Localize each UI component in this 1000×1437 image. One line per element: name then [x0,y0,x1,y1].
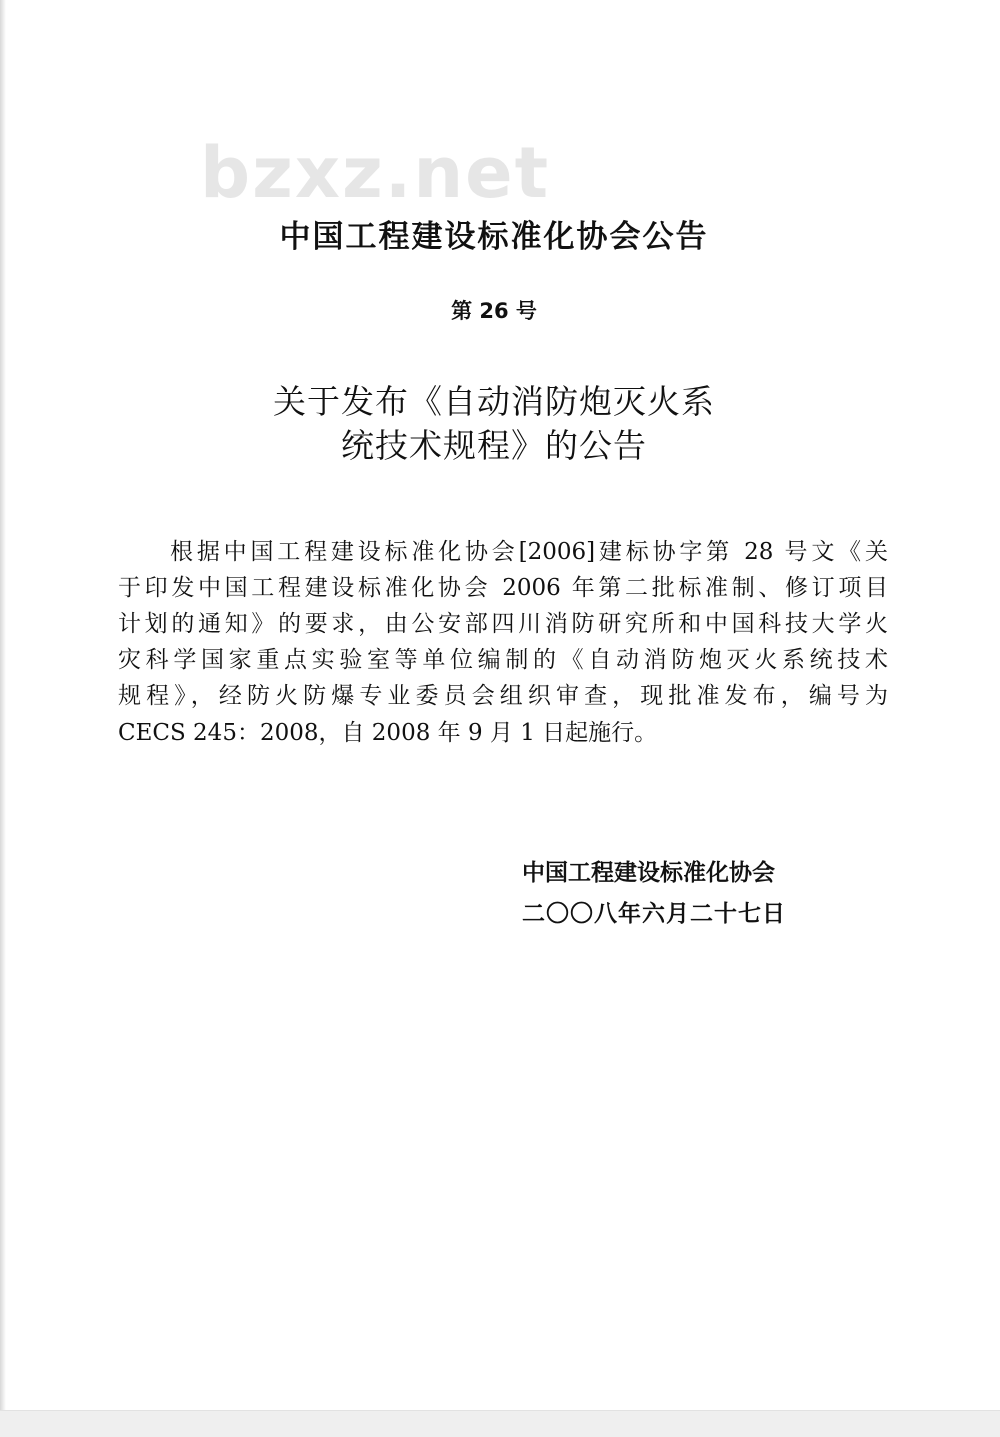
body-line: 规程》，经防火防爆专业委员会组织审查，现批准发布，编号为 [118,683,888,709]
body-line: 根据中国工程建设标准化协会[2006]建标协字第 28 号文《关 [170,539,888,565]
notice-title-line-2: 统技术规程》的公告 [341,426,647,465]
watermark-text: bzxz.net [200,132,551,214]
body-line: 灾科学国家重点实验室等单位编制的《自动消防炮灭火系统技术 [118,647,888,673]
announcement-issue-number: 第 26 号 [451,299,537,323]
body-line: CECS 245：2008，自 2008 年 9 月 1 日起施行。 [118,720,658,746]
body-line: 于印发中国工程建设标准化协会 2006 年第二批标准制、修订项目 [118,575,888,601]
signature-date: 二〇〇八年六月二十七日 [522,901,786,927]
announcement-header-title: 中国工程建设标准化协会公告 [279,219,709,255]
body-line: 计划的通知》的要求，由公安部四川消防研究所和中国科技大学火 [118,611,888,637]
page-bottom-strip [0,1410,1000,1437]
signature-organization: 中国工程建设标准化协会 [522,860,775,886]
notice-title-line-1: 关于发布《自动消防炮灭火系 [273,382,715,421]
